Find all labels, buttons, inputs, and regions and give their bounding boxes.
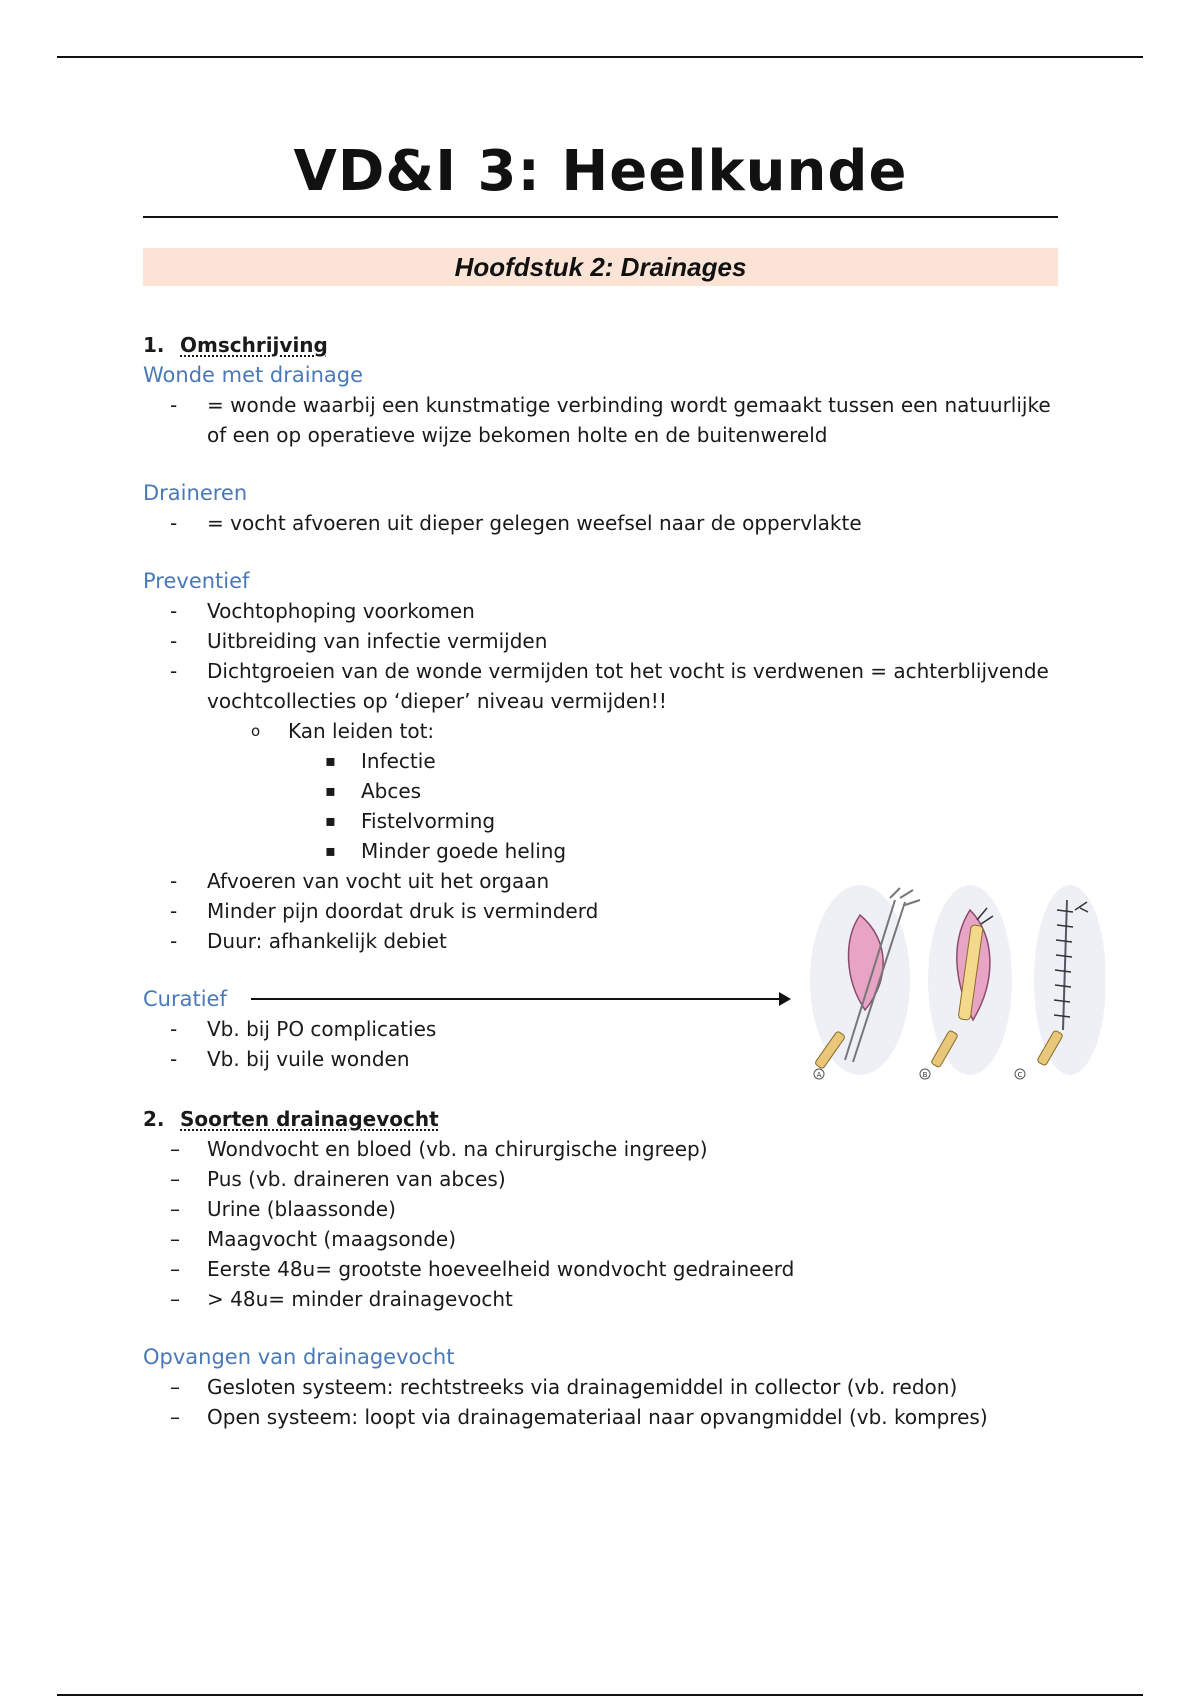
arrow-icon <box>251 998 781 1000</box>
preventief-list <box>143 596 1058 716</box>
dash-bullet: - <box>170 599 178 623</box>
list-item: o Kan leiden tot: <box>143 716 1058 746</box>
dash-bullet: - <box>170 869 178 893</box>
section-number: 1. <box>143 333 165 357</box>
list-item: - Afvoeren van vocht uit het orgaan <box>143 866 1058 896</box>
figure-label-c: C <box>1017 1071 1023 1079</box>
square-bullet: ▪ <box>325 781 336 800</box>
section-title: Omschrijving <box>180 333 328 357</box>
subheading-curatief: Curatief <box>143 987 227 1011</box>
bottom-rule <box>57 1694 1143 1696</box>
section-1-heading <box>143 330 1058 360</box>
subheading-draineren: Draineren <box>143 481 248 505</box>
dash-bullet: – <box>170 1167 180 1191</box>
dash-bullet: - <box>170 629 178 653</box>
list-item: - = wonde waarbij een kunstmatige verbinding wordt gemaakt tussen een natuurlijke of een op operatieve wijze bekomen holte en de buitenwereld <box>143 390 1058 450</box>
dash-bullet: - <box>170 393 178 417</box>
dash-bullet: – <box>170 1405 180 1429</box>
preventief-sublist <box>143 716 1058 746</box>
figure-label-b: B <box>922 1071 928 1079</box>
drainage-illustration <box>805 880 1105 1080</box>
list-item: - Dichtgroeien van de wonde vermijden tot het vocht is verdwenen = achterblijvende vochtcollecties op ‘dieper’ niveau vermijden!! <box>143 656 1058 716</box>
document <box>143 130 1058 1432</box>
section-title: Soorten drainagevocht <box>180 1107 439 1131</box>
dash-bullet: - <box>170 659 178 683</box>
chapter-heading: Hoofdstuk 2: Drainages <box>143 248 1058 286</box>
list-item: - = vocht afvoeren uit dieper gelegen weefsel naar de oppervlakte <box>143 508 1058 538</box>
top-rule <box>57 56 1143 58</box>
square-bullet: ▪ <box>325 811 336 830</box>
list-item: – Open systeem: loopt via drainagemateriaal naar opvangmiddel (vb. kompres) <box>143 1402 1058 1432</box>
dash-bullet: – <box>170 1287 180 1311</box>
figure-label-a: A <box>816 1071 822 1079</box>
list-item: – Urine (blaassonde) <box>143 1194 1058 1224</box>
subheading-wonde: Wonde met drainage <box>143 363 363 387</box>
dash-bullet: - <box>170 1017 178 1041</box>
circle-bullet: o <box>251 722 261 740</box>
section-2-heading <box>143 1104 1058 1134</box>
list-item: - Minder pijn doordat druk is verminderd <box>143 896 1058 926</box>
list-item: - Vochtophoping voorkomen <box>143 596 1058 626</box>
list-item: – Wondvocht en bloed (vb. na chirurgische ingreep) <box>143 1134 1058 1164</box>
list-item: - Vb. bij vuile wonden <box>143 1044 1058 1074</box>
list-item: – Maagvocht (maagsonde) <box>143 1224 1058 1254</box>
drainagevocht-timing-list <box>143 1254 1058 1314</box>
dash-bullet: - <box>170 899 178 923</box>
drainagevocht-list <box>143 1134 1058 1254</box>
draineren-list <box>143 508 1058 538</box>
list-item: - Duur: afhankelijk debiet <box>143 926 1058 956</box>
dash-bullet: – <box>170 1375 180 1399</box>
list-item: ▪ Abces <box>143 776 1058 806</box>
page-title: VD&I 3: Heelkunde <box>143 130 1058 218</box>
dash-bullet: - <box>170 511 178 535</box>
list-item: – Gesloten systeem: rechtstreeks via drainagemiddel in collector (vb. redon) <box>143 1372 1058 1402</box>
list-item: - Uitbreiding van infectie vermijden <box>143 626 1058 656</box>
section-number: 2. <box>143 1107 165 1131</box>
list-item: – Pus (vb. draineren van abces) <box>143 1164 1058 1194</box>
square-bullet: ▪ <box>325 841 336 860</box>
list-item: – Eerste 48u= grootste hoeveelheid wondvocht gedraineerd <box>143 1254 1058 1284</box>
list-item: ▪ Fistelvorming <box>143 806 1058 836</box>
dash-bullet: – <box>170 1137 180 1161</box>
list-item: - Vb. bij PO complicaties <box>143 1014 1058 1044</box>
list-item: ▪ Minder goede heling <box>143 836 1058 866</box>
list-item: ▪ Infectie <box>143 746 1058 776</box>
dash-bullet: - <box>170 1047 178 1071</box>
list-item: – > 48u= minder drainagevocht <box>143 1284 1058 1314</box>
opvangen-list <box>143 1372 1058 1432</box>
dash-bullet: – <box>170 1257 180 1281</box>
subheading-opvangen: Opvangen van drainagevocht <box>143 1345 455 1369</box>
square-bullet: ▪ <box>325 751 336 770</box>
dash-bullet: – <box>170 1227 180 1251</box>
wonde-list <box>143 390 1058 450</box>
dash-bullet: - <box>170 929 178 953</box>
preventief-subsublist <box>143 746 1058 866</box>
dash-bullet: – <box>170 1197 180 1221</box>
subheading-preventief: Preventief <box>143 569 250 593</box>
